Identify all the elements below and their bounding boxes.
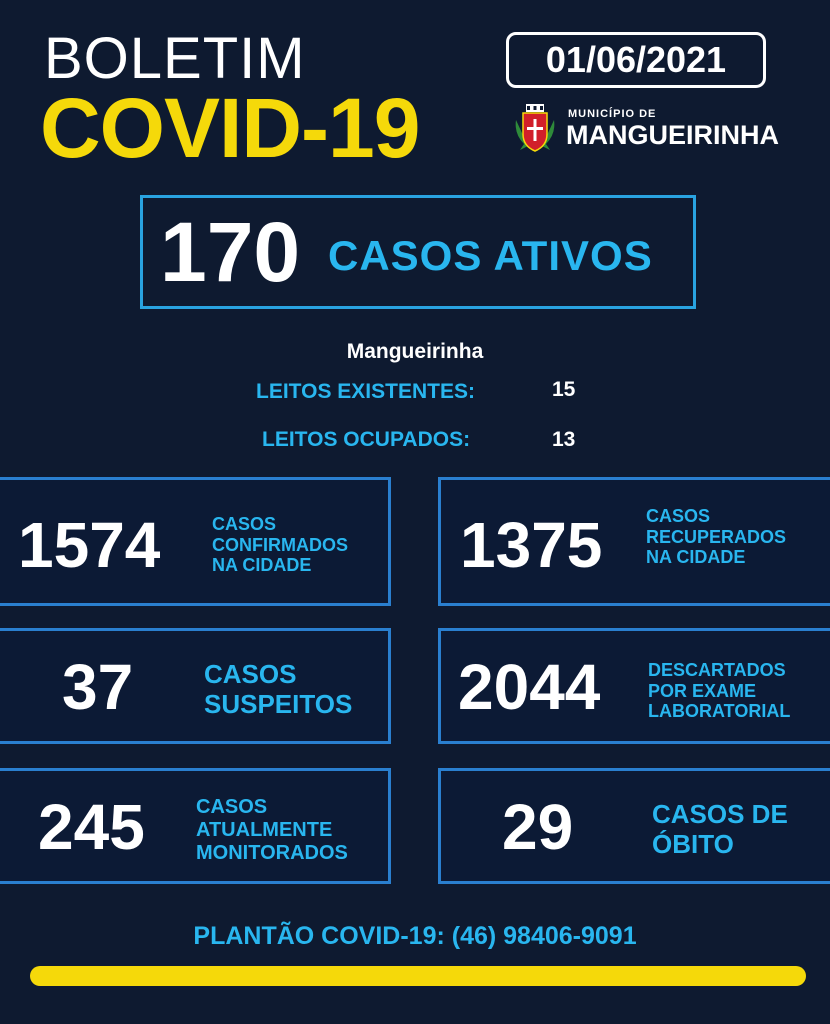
recovered-label: CASOS RECUPERADOS NA CIDADE bbox=[646, 506, 787, 568]
monitored-value: 245 bbox=[38, 791, 145, 863]
beds-occupied-value: 13 bbox=[552, 428, 576, 451]
title-boletim: BOLETIM bbox=[44, 26, 306, 91]
suspected-label: CASOS SUSPEITOS bbox=[204, 659, 353, 719]
beds-existing-label: LEITOS EXISTENTES: bbox=[256, 380, 475, 403]
city-name: Mangueirinha bbox=[346, 340, 484, 363]
date-badge: 01/06/2021 bbox=[506, 32, 766, 88]
confirmed-label: CASOS CONFIRMADOS NA CIDADE bbox=[212, 514, 348, 576]
beds-occupied-label: LEITOS OCUPADOS: bbox=[262, 428, 471, 451]
confirmed-value: 1574 bbox=[18, 509, 161, 581]
municipality-label: MUNICÍPIO DE bbox=[568, 108, 657, 120]
active-cases-label: CASOS ATIVOS bbox=[328, 232, 653, 279]
beds-existing-value: 15 bbox=[552, 378, 576, 401]
deaths-value: 29 bbox=[502, 791, 574, 863]
footer-bar bbox=[30, 966, 806, 986]
municipality-crest-icon bbox=[512, 104, 558, 154]
discarded-value: 2044 bbox=[458, 651, 601, 723]
title-covid: COVID-19 bbox=[40, 81, 420, 175]
recovered-value: 1375 bbox=[460, 509, 603, 581]
suspected-value: 37 bbox=[62, 651, 134, 723]
hotline-text: PLANTÃO COVID-19: (46) 98406-9091 bbox=[193, 922, 637, 950]
discarded-label: DESCARTADOS POR EXAME LABORATORIAL bbox=[648, 660, 791, 722]
monitored-label: CASOS ATUALMENTE MONITORADOS bbox=[196, 796, 348, 864]
active-cases-value: 170 bbox=[160, 205, 301, 299]
municipality-name: MANGUEIRINHA bbox=[566, 120, 779, 150]
deaths-label: CASOS DE ÓBITO bbox=[652, 799, 788, 859]
